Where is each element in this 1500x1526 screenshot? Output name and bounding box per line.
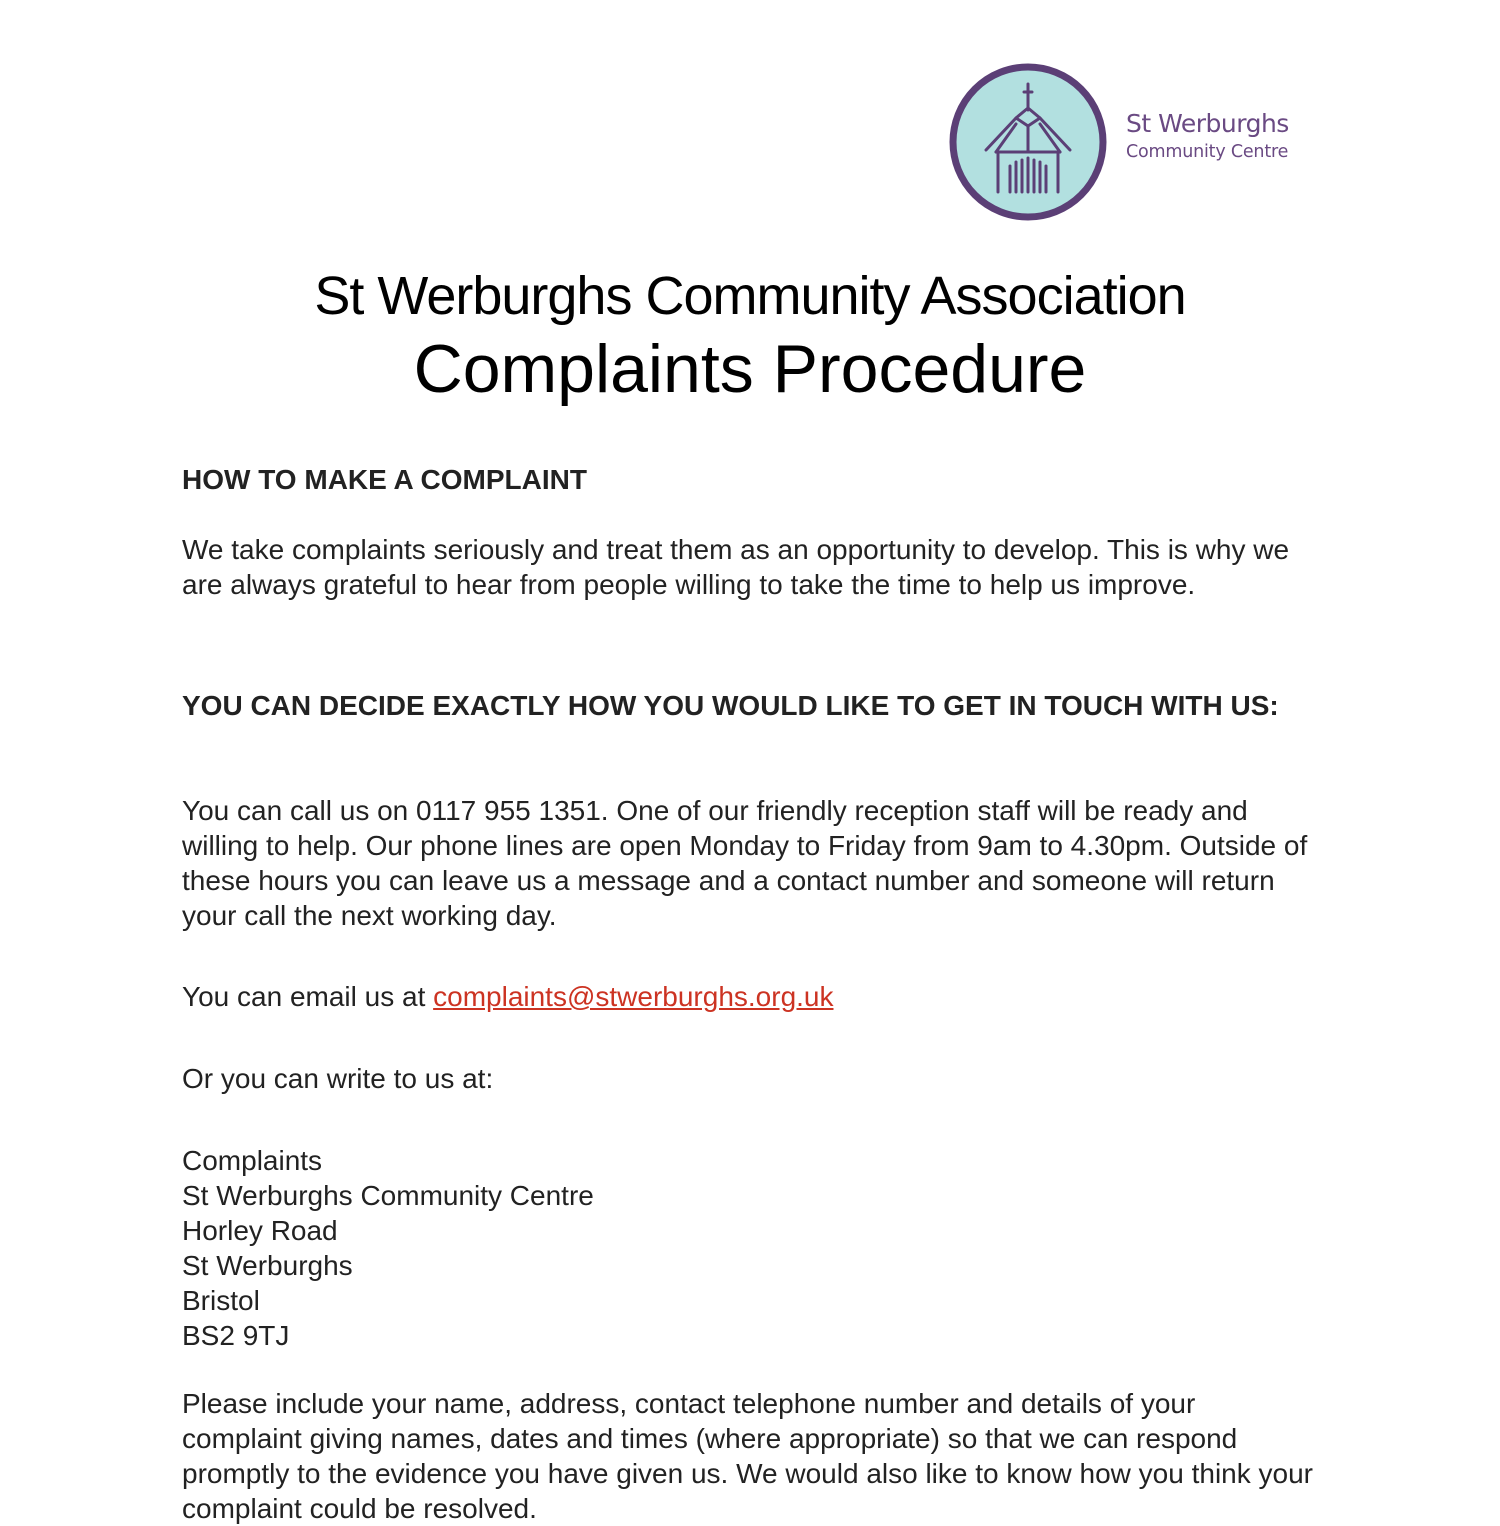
address-line: St Werburghs [182, 1250, 353, 1281]
postal-address [182, 1143, 1322, 1353]
email-link[interactable]: complaints@stwerburghs.org.uk [433, 981, 834, 1012]
email-paragraph [182, 979, 1322, 1014]
address-line: St Werburghs Community Centre [182, 1180, 594, 1211]
address-line: BS2 9TJ [182, 1320, 290, 1351]
address-line: Horley Road [182, 1215, 338, 1246]
church-tower-logo-icon [948, 62, 1108, 222]
phone-paragraph: You can call us on 0117 955 1351. One of our friendly reception staff will be ready and willing to help. Our phone lines are open Monday to Friday from 9am to 4.30pm. Outside of these hours you can leave us a message and a contact number and someone will return your call the next working day. [182, 795, 1308, 931]
details-paragraph: Please include your name, address, contact telephone number and details of your complaint giving names, dates and times (where appropriate) so that we can respond promptly to the evidence you have given us. We would also like to know how you think your complaint could be resolved. [182, 1388, 1313, 1524]
address-line: Complaints [182, 1145, 323, 1176]
section-heading-how-to-complain: HOW TO MAKE A COMPLAINT [182, 464, 587, 495]
logo-subtitle: Community Centre [1126, 142, 1289, 162]
logo-text [1126, 108, 1289, 164]
section-heading-contact: YOU CAN DECIDE EXACTLY HOW YOU WOULD LIKE TO GET IN TOUCH WITH US: [182, 690, 1279, 721]
community-centre-logo [948, 62, 1308, 222]
write-paragraph: Or you can write to us at: [182, 1063, 494, 1094]
logo-name: St Werburghs [1126, 109, 1289, 138]
document-title-organisation: St Werburghs Community Association [314, 266, 1186, 326]
intro-paragraph: We take complaints seriously and treat them as an opportunity to develop. This is why we are always grateful to hear from people willing to take the time to help us improve. [182, 534, 1290, 600]
email-prefix: You can email us at [182, 981, 434, 1012]
document-title: Complaints Procedure [413, 331, 1087, 407]
address-line: Bristol [182, 1285, 260, 1316]
